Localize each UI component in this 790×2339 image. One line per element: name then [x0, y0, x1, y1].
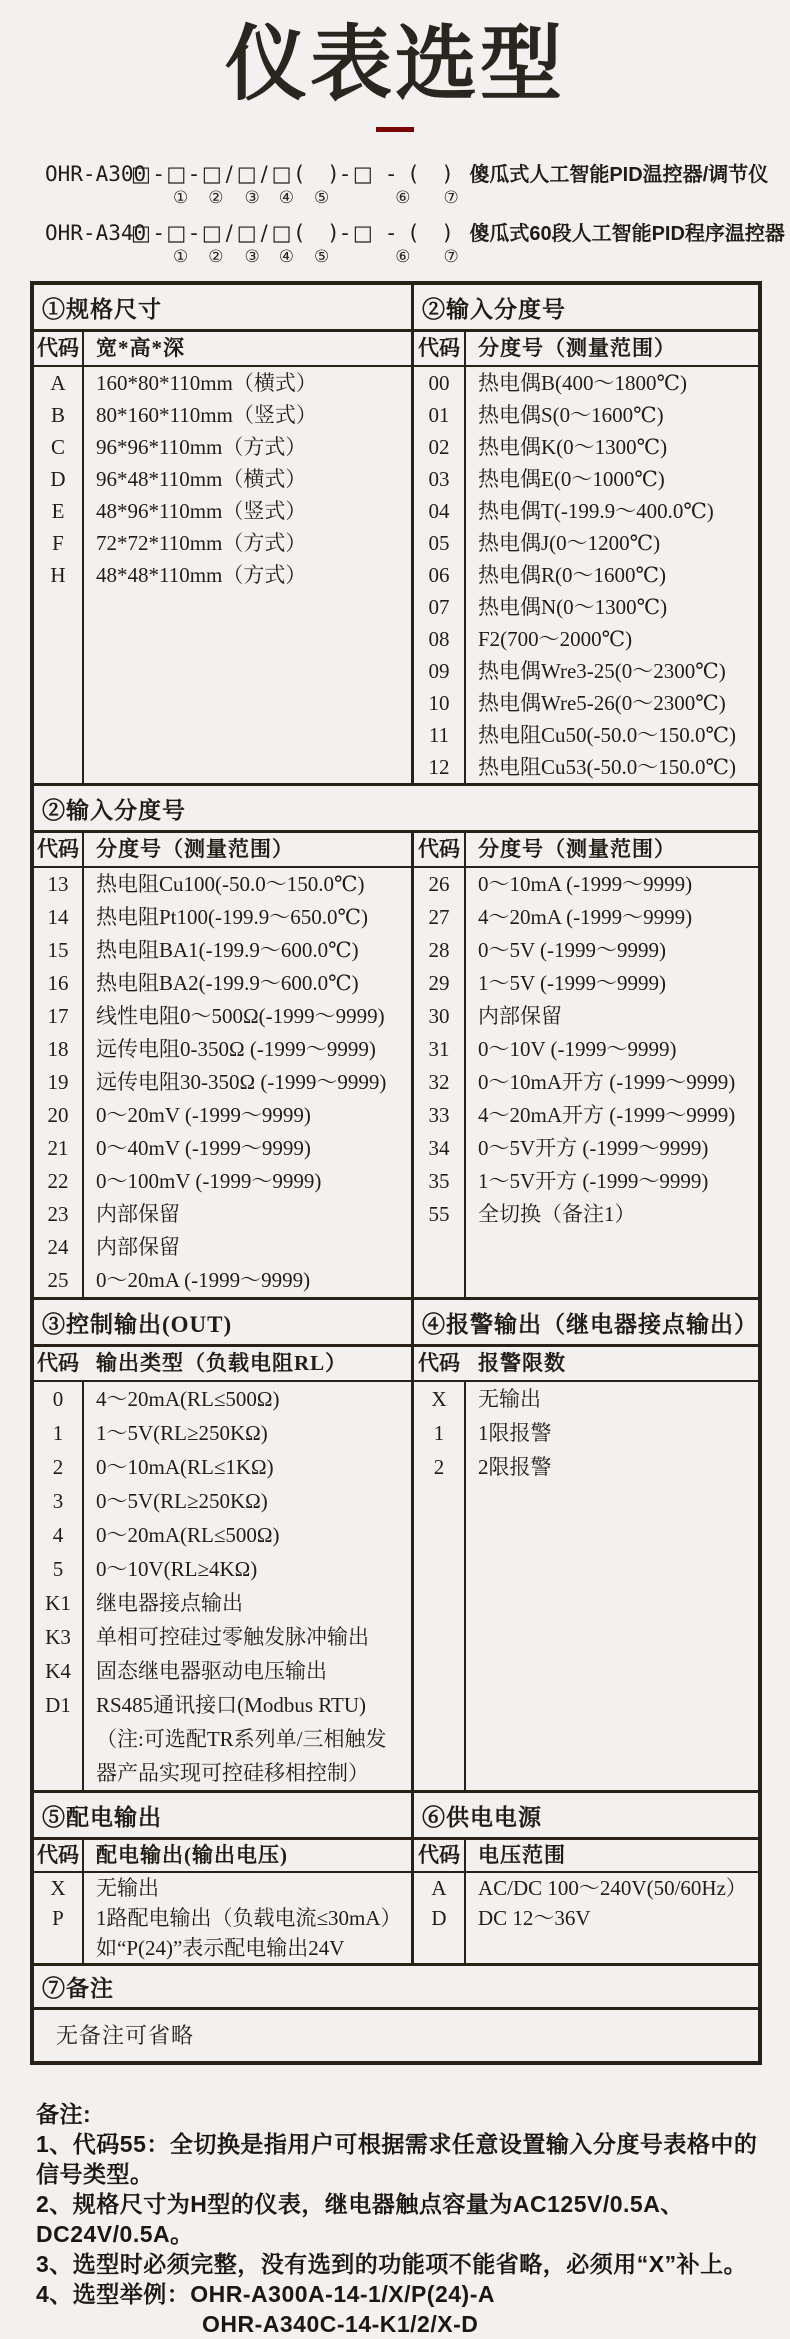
- table-row: [34, 1165, 411, 1198]
- row-label: 0～40mV (-1999～9999): [96, 1136, 311, 1161]
- table-row: [34, 868, 411, 901]
- table-row: [414, 1132, 758, 1165]
- table-row: [414, 751, 758, 783]
- model-line-a300: [45, 158, 790, 187]
- model-ordering-codes: [45, 158, 790, 267]
- value-column-header: 输出类型（负载电阻RL）: [96, 1351, 348, 1376]
- page-title: 仪表选型: [224, 19, 565, 110]
- row-code: X: [34, 1873, 84, 1903]
- row-code: 26: [414, 868, 466, 901]
- table-row: [414, 559, 758, 591]
- section-title: ②输入分度号: [34, 786, 758, 833]
- table-row: [414, 1066, 758, 1099]
- row-code: 21: [34, 1132, 84, 1165]
- row-code: 33: [414, 1099, 466, 1132]
- table-row: [414, 934, 758, 967]
- table-row: [414, 1450, 758, 1484]
- row-code: 2: [34, 1450, 84, 1484]
- section-title: ①规格尺寸: [34, 285, 411, 332]
- input-range-2-right: [414, 833, 758, 1297]
- row-code: 15: [34, 934, 84, 967]
- row-label: 单相可控硅过零触发脉冲输出: [96, 1625, 369, 1650]
- note-line: 1、代码55：全切换是指用户可根据需求任意设置输入分度号表格中的信号类型。: [36, 2131, 758, 2188]
- row-label: 160*80*110mm（横式）: [96, 371, 317, 396]
- value-column-header: 分度号（测量范围）: [96, 837, 294, 862]
- note-example-2: OHR-A340C-14-K1/2/X-D: [202, 2311, 479, 2338]
- table-row: [34, 1518, 411, 1552]
- row-label: 线性电阻0～500Ω(-1999～9999): [96, 1004, 385, 1029]
- row-code: 24: [34, 1231, 84, 1264]
- table-row: [414, 591, 758, 623]
- notes-label: 备注:: [36, 2101, 92, 2128]
- circled-digit: ③: [244, 247, 260, 267]
- row-label: AC/DC 100～240V(50/60Hz）: [478, 1876, 747, 1901]
- remark-content: 无备注可省略: [56, 2023, 195, 2049]
- row-label: 热电阻Cu50(-50.0～150.0℃): [478, 723, 736, 748]
- band-control-and-alarm: [34, 1300, 758, 1793]
- circled-digit: ①: [173, 188, 189, 208]
- model-name: OHR-A340: [45, 221, 147, 246]
- value-column-header: 配电输出(输出电压): [96, 1843, 288, 1868]
- row-code: 22: [34, 1165, 84, 1198]
- row-label: 4～20mA (-1999～9999): [478, 905, 693, 930]
- row-code: 35: [414, 1165, 466, 1198]
- row-code: A: [414, 1873, 466, 1903]
- row-code: 11: [414, 719, 466, 751]
- table-row: [414, 1382, 758, 1416]
- table-row: [34, 1552, 411, 1586]
- row-code: 3: [34, 1484, 84, 1518]
- row-code: [34, 1722, 84, 1756]
- table-row: [414, 967, 758, 1000]
- row-label: 1～5V(RL≥250KΩ): [96, 1421, 268, 1446]
- row-code: 5: [34, 1552, 84, 1586]
- row-code: D1: [34, 1688, 84, 1722]
- code-column-header: 代码: [37, 1351, 79, 1376]
- row-label: 96*48*110mm（横式）: [96, 467, 307, 492]
- row-code: 16: [34, 967, 84, 1000]
- column-headers: [34, 833, 411, 868]
- row-code: D: [414, 1903, 466, 1933]
- table-row: [34, 1903, 411, 1933]
- table-row: [34, 1416, 411, 1450]
- value-column-header: 宽*高*深: [96, 336, 185, 361]
- table-row: [34, 1000, 411, 1033]
- title-accent-rule: [376, 127, 414, 132]
- table-row: [34, 1586, 411, 1620]
- row-code: P: [34, 1903, 84, 1933]
- row-code: [34, 1933, 84, 1963]
- table-row: [414, 719, 758, 751]
- row-code: 2: [414, 1450, 466, 1484]
- section-alarm-output: [414, 1300, 758, 1790]
- table-row: [34, 1722, 411, 1756]
- table-row: [34, 1620, 411, 1654]
- value-column-header: 分度号（测量范围）: [478, 837, 676, 862]
- row-label: 内部保留: [96, 1202, 180, 1227]
- row-code: 03: [414, 463, 466, 495]
- band-distribution-and-power: [34, 1793, 758, 1966]
- row-code: C: [34, 431, 84, 463]
- row-code: 09: [414, 655, 466, 687]
- circled-digit: ⑦: [443, 247, 459, 267]
- table-row: [34, 1382, 411, 1416]
- table-row: [414, 431, 758, 463]
- row-code: 55: [414, 1198, 466, 1231]
- row-code: 06: [414, 559, 466, 591]
- table-row: [414, 1198, 758, 1231]
- row-code: 19: [34, 1066, 84, 1099]
- circled-digit: ④: [278, 247, 294, 267]
- row-code: 17: [34, 1000, 84, 1033]
- row-label: 内部保留: [96, 1235, 180, 1260]
- row-code: K1: [34, 1586, 84, 1620]
- row-label: 0～5V (-1999～9999): [478, 938, 667, 963]
- circled-digit: ①: [173, 247, 189, 267]
- value-column-header: 分度号（测量范围）: [478, 336, 676, 361]
- table-row: [34, 1873, 411, 1903]
- model-digit-markers: [45, 247, 790, 267]
- row-code: 05: [414, 527, 466, 559]
- circled-digit: ②: [208, 188, 224, 208]
- row-label: 热电偶T(-199.9～400.0℃): [478, 499, 714, 524]
- row-code: 02: [414, 431, 466, 463]
- row-code: B: [34, 399, 84, 431]
- value-column-header: 报警限数: [478, 1351, 566, 1376]
- table-row: [34, 901, 411, 934]
- row-code: E: [34, 495, 84, 527]
- section-power-supply: [414, 1793, 758, 1963]
- row-label: 热电偶Wre5-26(0～2300℃): [478, 691, 726, 716]
- section-title: ③控制输出(OUT): [34, 1300, 411, 1347]
- table-row: [414, 901, 758, 934]
- circled-digit: ⑥: [395, 247, 411, 267]
- section-input-range-1: [414, 285, 758, 783]
- table-row: [34, 1231, 411, 1264]
- row-label: 2限报警: [478, 1455, 552, 1480]
- model-name: OHR-A300: [45, 162, 147, 187]
- table-row: [34, 1756, 411, 1790]
- table-row: [414, 399, 758, 431]
- input-range-rows-right: [414, 868, 758, 1297]
- row-label: 热电阻BA2(-199.9～600.0℃): [96, 971, 359, 996]
- row-label: 继电器接点输出: [96, 1591, 243, 1616]
- column-headers: [414, 1840, 758, 1873]
- section-distribution-output: [34, 1793, 414, 1963]
- table-row: [34, 527, 411, 559]
- row-label: RS485通讯接口(Modbus RTU): [96, 1693, 367, 1718]
- input-range-rows-left: [34, 868, 411, 1297]
- band-remark: [34, 1966, 758, 2061]
- model-digit-markers: [45, 188, 790, 208]
- input-range-rows-1: [414, 367, 758, 783]
- circled-digit: ⑤: [314, 247, 330, 267]
- table-row: [414, 527, 758, 559]
- band-input-range-2: [34, 786, 758, 1300]
- table-row: [414, 687, 758, 719]
- row-label: 热电偶E(0～1000℃): [478, 467, 665, 492]
- row-label: 0～5V(RL≥250KΩ): [96, 1489, 268, 1514]
- row-label: 0～5V开方 (-1999～9999): [478, 1136, 709, 1161]
- row-code: [34, 1756, 84, 1790]
- row-label: 热电阻Cu53(-50.0～150.0℃): [478, 755, 736, 780]
- table-row: [414, 1033, 758, 1066]
- row-code: 20: [34, 1099, 84, 1132]
- code-column-header: 代码: [34, 833, 84, 866]
- circled-digit: ⑥: [395, 188, 411, 208]
- notes-items: [36, 2129, 772, 2309]
- row-code: 1: [34, 1416, 84, 1450]
- table-row: [414, 1099, 758, 1132]
- row-code: 25: [34, 1264, 84, 1297]
- table-row: [34, 1099, 411, 1132]
- circled-digit: ②: [208, 247, 224, 267]
- column-headers: [34, 1347, 411, 1382]
- table-row: [34, 367, 411, 399]
- row-code: 1: [414, 1416, 466, 1450]
- row-code: 4: [34, 1518, 84, 1552]
- row-label: DC 12～36V: [478, 1906, 591, 1931]
- row-code: 10: [414, 687, 466, 719]
- row-code: 28: [414, 934, 466, 967]
- table-row: [34, 1688, 411, 1722]
- row-code: 32: [414, 1066, 466, 1099]
- row-label: 0～10V (-1999～9999): [478, 1037, 677, 1062]
- column-headers: [34, 1840, 411, 1873]
- row-label: 1～5V (-1999～9999): [478, 971, 667, 996]
- row-code: 12: [414, 751, 466, 783]
- code-column-header: 代码: [414, 332, 466, 365]
- row-label: 热电偶R(0～1600℃): [478, 563, 666, 588]
- table-row: [34, 399, 411, 431]
- row-label: 0～100mV (-1999～9999): [96, 1169, 322, 1194]
- table-row: [414, 495, 758, 527]
- row-label: 热电阻BA1(-199.9～600.0℃): [96, 938, 359, 963]
- row-code: 08: [414, 623, 466, 655]
- section-title: ⑤配电输出: [34, 1793, 411, 1840]
- table-row: [34, 495, 411, 527]
- column-headers: [414, 1347, 758, 1382]
- row-label: 远传电阻30-350Ω (-1999～9999): [96, 1070, 387, 1095]
- table-row: [34, 1264, 411, 1297]
- code-column-header: 代码: [34, 332, 84, 365]
- column-headers: [414, 833, 758, 868]
- row-label: 器产品实现可控硅移相控制）: [96, 1761, 369, 1786]
- note-line: 3、选型时必须完整，没有选到的功能项不能省略，必须用“X”补上。: [36, 2251, 748, 2278]
- table-row: [34, 934, 411, 967]
- table-row: [34, 431, 411, 463]
- row-code: F: [34, 527, 84, 559]
- row-label: 0～10mA (-1999～9999): [478, 872, 693, 897]
- row-code: 30: [414, 1000, 466, 1033]
- row-code: 18: [34, 1033, 84, 1066]
- row-label: 4～20mA开方 (-1999～9999): [478, 1103, 736, 1128]
- table-row: [414, 623, 758, 655]
- row-code: A: [34, 367, 84, 399]
- row-code: 04: [414, 495, 466, 527]
- row-label: 0～20mV (-1999～9999): [96, 1103, 311, 1128]
- selection-table: [30, 281, 762, 2065]
- row-label: F2(700～2000℃): [478, 627, 633, 652]
- row-label: 热电偶K(0～1300℃): [478, 435, 668, 460]
- band-spec-and-input: [34, 285, 758, 786]
- row-label: 72*72*110mm（方式）: [96, 531, 307, 556]
- row-label: 热电阻Cu100(-50.0～150.0℃): [96, 872, 365, 897]
- table-row: [414, 1000, 758, 1033]
- alarm-output-rows: [414, 1382, 758, 1790]
- circled-digit: ⑦: [443, 188, 459, 208]
- section-title: ②输入分度号: [414, 285, 758, 332]
- row-label: 0～10V(RL≥4KΩ): [96, 1557, 258, 1582]
- row-label: 0～10mA(RL≤1KΩ): [96, 1455, 274, 1480]
- row-label: 全切换（备注1）: [478, 1202, 636, 1227]
- table-row: [414, 1416, 758, 1450]
- table-row: [34, 967, 411, 1000]
- row-label: 无输出: [478, 1387, 541, 1412]
- table-row: [414, 868, 758, 901]
- section-spec-size: [34, 285, 414, 783]
- section-title: ⑥供电电源: [414, 1793, 758, 1840]
- row-label: 固态继电器驱动电压输出: [96, 1659, 327, 1684]
- control-output-rows: [34, 1382, 411, 1790]
- section-control-output: [34, 1300, 414, 1790]
- row-code: 29: [414, 967, 466, 1000]
- row-code: K3: [34, 1620, 84, 1654]
- input-range-2-split: [34, 833, 758, 1297]
- row-code: 00: [414, 367, 466, 399]
- row-label: 4～20mA(RL≤500Ω): [96, 1387, 280, 1412]
- column-headers: [414, 332, 758, 367]
- table-row: [34, 1198, 411, 1231]
- table-row: [34, 1654, 411, 1688]
- column-headers: [34, 332, 411, 367]
- row-label: 0～10mA开方 (-1999～9999): [478, 1070, 736, 1095]
- note-line: 4、选型举例：OHR-A300A-14-1/X/P(24)-A: [36, 2281, 495, 2308]
- code-column-header: 代码: [34, 1840, 84, 1871]
- row-label: 1～5V开方 (-1999～9999): [478, 1169, 709, 1194]
- row-label: 0～20mA(RL≤500Ω): [96, 1523, 280, 1548]
- row-code: 31: [414, 1033, 466, 1066]
- distribution-output-rows: [34, 1873, 411, 1963]
- row-code: 07: [414, 591, 466, 623]
- row-code: 0: [34, 1382, 84, 1416]
- row-label: 热电偶B(400～1800℃): [478, 371, 687, 396]
- row-label: 1限报警: [478, 1421, 552, 1446]
- table-row: [34, 1450, 411, 1484]
- row-label: 热电偶N(0～1300℃): [478, 595, 668, 620]
- table-row: [34, 1933, 411, 1963]
- row-label: 48*48*110mm（方式）: [96, 563, 307, 588]
- row-label: 热电偶S(0～1600℃): [478, 403, 664, 428]
- footer-notes: [36, 2099, 772, 2339]
- row-code: 23: [34, 1198, 84, 1231]
- row-label: 热电偶J(0～1200℃): [478, 531, 661, 556]
- table-row: [34, 1132, 411, 1165]
- circled-digit: ③: [244, 188, 260, 208]
- section-title: ⑦备注: [34, 1966, 758, 2010]
- model-line-a340: [45, 217, 790, 246]
- row-label: 0～20mA (-1999～9999): [96, 1268, 311, 1293]
- power-supply-rows: [414, 1873, 758, 1963]
- table-row: [414, 463, 758, 495]
- table-row: [34, 1033, 411, 1066]
- input-range-2-left: [34, 833, 414, 1297]
- code-column-header: 代码: [418, 1351, 460, 1376]
- model-code-pattern: □-□-□/□/□( )-□ - ( ): [131, 162, 456, 187]
- table-row: [34, 463, 411, 495]
- row-code: 01: [414, 399, 466, 431]
- table-row: [414, 1903, 758, 1933]
- circled-digit: ④: [278, 188, 294, 208]
- table-row: [414, 655, 758, 687]
- row-label: 远传电阻0-350Ω (-1999～9999): [96, 1037, 376, 1062]
- table-row: [34, 559, 411, 591]
- model-description: 傻瓜式60段人工智能PID程序温控器: [469, 223, 785, 246]
- row-label: 如“P(24)”表示配电输出24V: [96, 1936, 345, 1961]
- circled-digit: ⑤: [314, 188, 330, 208]
- row-label: 热电阻Pt100(-199.9～650.0℃): [96, 905, 368, 930]
- table-row: [414, 1873, 758, 1903]
- row-label: 无输出: [96, 1876, 159, 1901]
- code-column-header: 代码: [414, 833, 466, 866]
- model-description: 傻瓜式人工智能PID温控器/调节仪: [469, 164, 769, 187]
- section-title: ④报警输出（继电器接点输出）: [414, 1300, 758, 1347]
- value-column-header: 电压范围: [478, 1843, 566, 1868]
- row-code: 14: [34, 901, 84, 934]
- table-row: [34, 1066, 411, 1099]
- spec-size-rows: [34, 367, 411, 783]
- note-line: 2、规格尺寸为H型的仪表，继电器触点容量为AC125V/0.5A、DC24V/0.5A。: [36, 2191, 684, 2248]
- row-label: 48*96*110mm（竖式）: [96, 499, 307, 524]
- row-code: 13: [34, 868, 84, 901]
- row-code: D: [34, 463, 84, 495]
- code-column-header: 代码: [414, 1840, 466, 1871]
- row-label: 80*160*110mm（竖式）: [96, 403, 317, 428]
- row-code: X: [414, 1382, 466, 1416]
- row-label: 1路配电输出（负载电流≤30mA）: [96, 1906, 402, 1931]
- table-row: [34, 1484, 411, 1518]
- row-label: 96*96*110mm（方式）: [96, 435, 307, 460]
- row-label: 热电偶Wre3-25(0～2300℃): [478, 659, 726, 684]
- row-label: （注:可选配TR系列单/三相触发: [96, 1727, 387, 1752]
- row-code: 34: [414, 1132, 466, 1165]
- row-code: 27: [414, 901, 466, 934]
- row-label: 内部保留: [478, 1004, 562, 1029]
- row-code: H: [34, 559, 84, 591]
- row-code: K4: [34, 1654, 84, 1688]
- table-row: [414, 367, 758, 399]
- model-code-pattern: □-□-□/□/□( )-□ - ( ): [131, 221, 456, 246]
- table-row: [414, 1165, 758, 1198]
